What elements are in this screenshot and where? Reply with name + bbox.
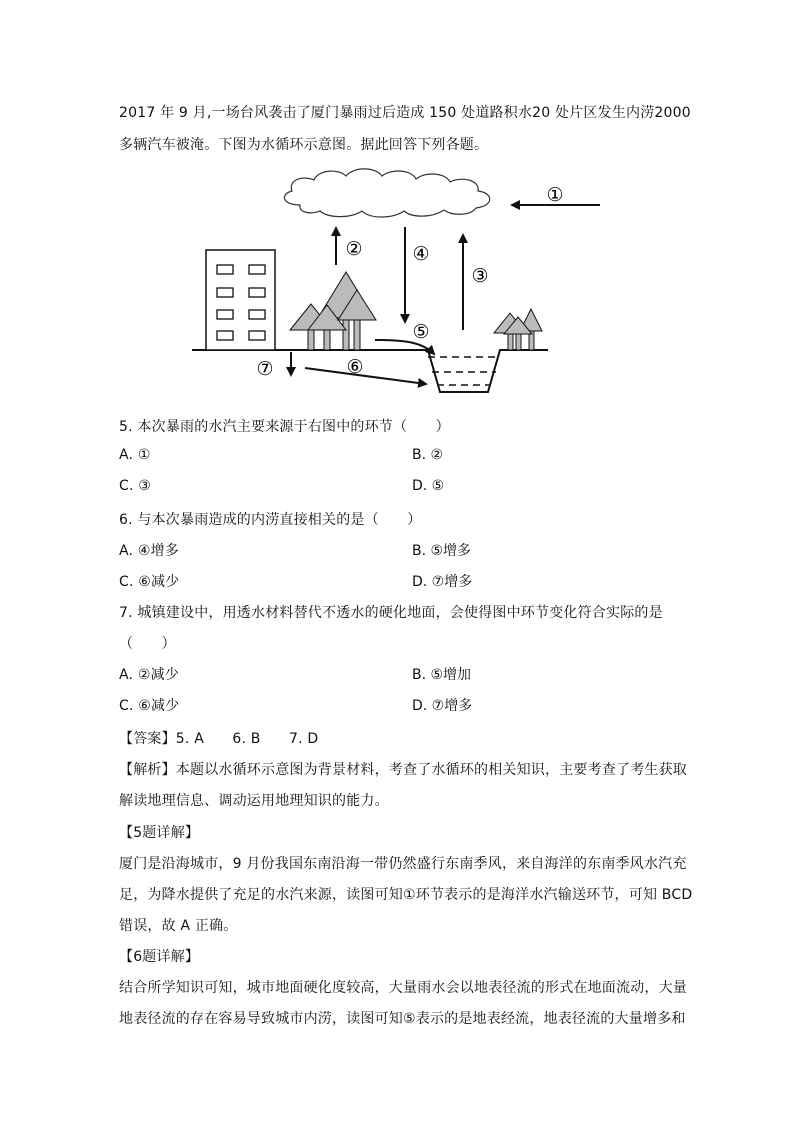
q6-detail-line-2: 地表径流的存在容易导致城市内涝，读图可知⑤表示的是地表经流，地表径流的大量增多和 [119,1011,686,1027]
question-5-option-b: B. ② [412,447,444,463]
question-7-stem-blank: （ ） [119,636,176,652]
label-4: ④ [412,243,430,265]
question-6-option-a: A. ④增多 [119,543,179,559]
q5-detail-line-2: 足，为降水提供了充足的水汽来源，读图可知①环节表示的是海洋水汽输送环节，可知 BCD [119,887,693,903]
q5-detail-heading: 【5题详解】 [119,825,200,841]
label-5: ⑤ [412,321,430,343]
q5-detail-line-1: 厦门是沿海城市，9 月份我国东南沿海一带仍然盛行东南季风，来自海洋的东南季风水汽充 [119,856,687,872]
analysis-line-2: 解读地理信息、调动运用地理知识的能力。 [119,793,389,809]
label-3: ③ [471,265,489,287]
analysis-line-1: 【解析】本题以水循环示意图为背景材料，考查了水循环的相关知识，主要考查了考生获取 [119,762,687,778]
question-5-option-c: C. ③ [119,478,152,494]
arrow-6 [305,368,426,384]
question-6-stem: 6. 与本次暴雨造成的内涝直接相关的是（ ） [119,512,422,528]
question-5-option-d: D. ⑤ [412,478,445,494]
q5-detail-line-3: 错误，故 A 正确。 [119,918,238,934]
question-6-option-b: B. ⑤增多 [412,543,472,559]
cloud-shape [284,169,489,217]
question-5-option-a: A. ① [119,447,151,463]
question-7-option-d: D. ⑦增多 [412,698,473,714]
q6-detail-line-1: 结合所学知识可知，城市地面硬化度较高，大量雨水会以地表径流的形式在地面流动，大量 [119,980,687,996]
q6-detail-heading: 【6题详解】 [119,949,200,965]
question-6-option-c: C. ⑥减少 [119,574,180,590]
label-2: ② [345,238,363,260]
label-1: ① [546,184,564,206]
question-7-option-a: A. ②减少 [119,667,179,683]
intro-line-1: 2017 年 9 月,一场台风袭击了厦门暴雨过后造成 150 处道路积水20 处片区发生内涝2000 [119,105,691,121]
question-6-option-d: D. ⑦增多 [412,574,473,590]
intro-line-2: 多辆汽车被淹。下图为水循环示意图。据此回答下列各题。 [119,137,489,153]
label-7: ⑦ [256,358,274,380]
building-icon [206,250,275,350]
question-5-stem: 5. 本次暴雨的水汽主要来源于右图中的环节（ ） [119,419,450,435]
water-cycle-diagram [0,0,794,420]
label-6: ⑥ [346,356,364,378]
question-7-option-b: B. ⑤增加 [412,667,472,683]
question-7-option-c: C. ⑥减少 [119,698,180,714]
answer-line: 【答案】5. A 6. B 7. D [119,731,319,747]
question-7-stem: 7. 城镇建设中，用透水材料替代不透水的硬化地面，会使得图中环节变化符合实际的是 [119,605,663,621]
